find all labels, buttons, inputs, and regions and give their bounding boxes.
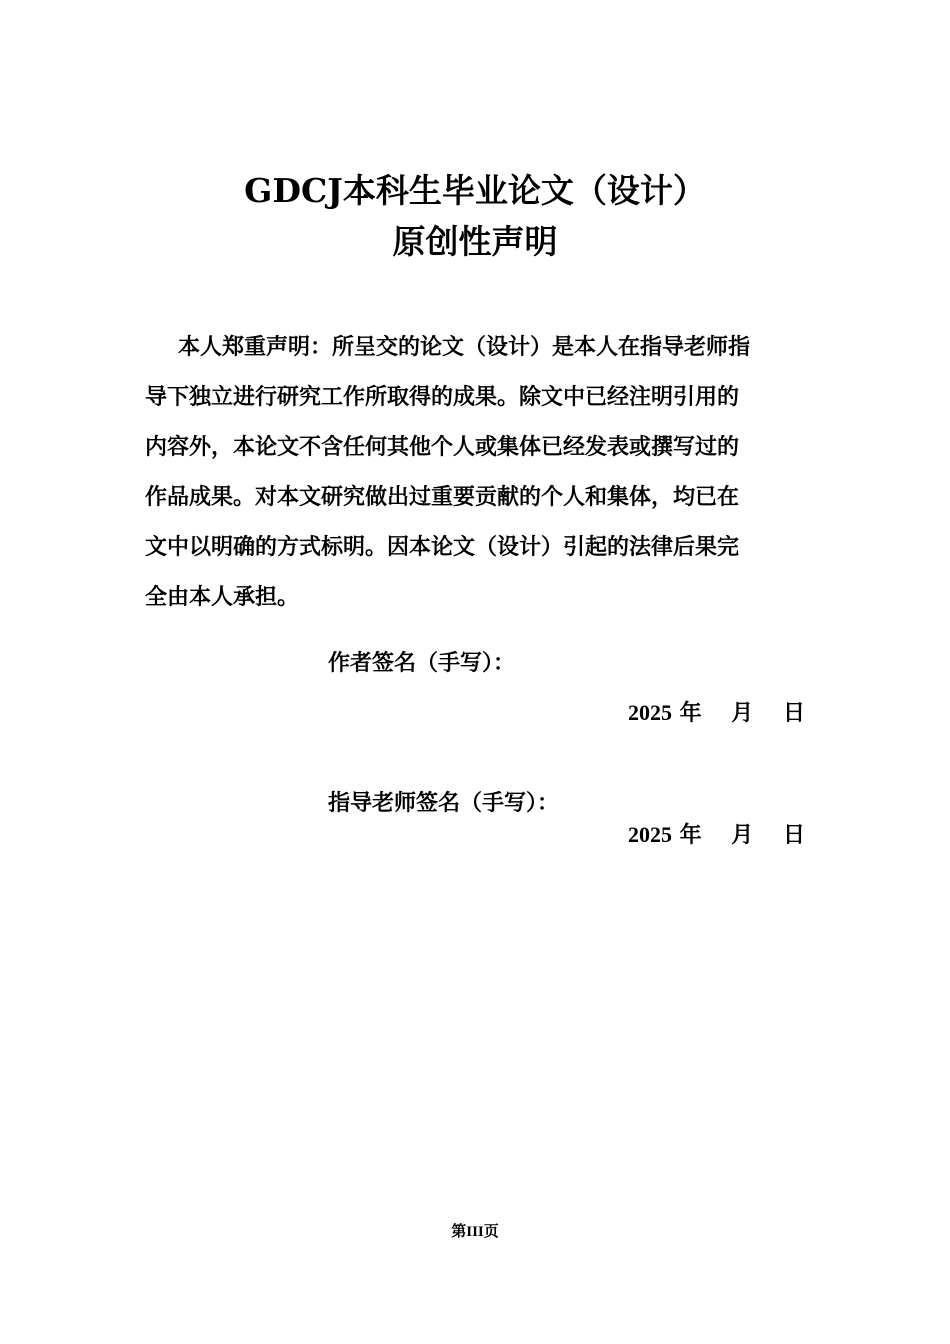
declaration-paragraph <box>145 322 805 622</box>
page-subtitle: 原创性声明 <box>392 222 558 261</box>
author-signature-date <box>628 698 805 728</box>
declaration-line: 全由本人承担。 <box>145 584 300 610</box>
declaration-line: 作品成果。对本文研究做出过重要贡献的个人和集体，均已在 <box>145 484 740 510</box>
advisor-date-year: 2025 <box>627 822 672 847</box>
page-title: GDCJ本科生毕业论文（设计） <box>244 171 706 210</box>
advisor-signature-label: 指导老师签名（手写）： <box>328 790 560 816</box>
author-date-year: 2025 <box>627 700 672 725</box>
author-date-month-unit: 月 <box>731 700 754 726</box>
author-date-year-unit: 年 <box>679 700 702 726</box>
advisor-date-day-unit: 日 <box>782 822 805 848</box>
declaration-line: 文中以明确的方式标明。因本论文（设计）引起的法律后果完 <box>145 534 740 560</box>
declaration-line: 内容外，本论文不含任何其他个人或集体已经发表或撰写过的 <box>145 434 740 460</box>
author-signature-label: 作者签名（手写）： <box>328 650 516 676</box>
author-date-day-unit: 日 <box>782 700 805 726</box>
advisor-date-month-unit: 月 <box>731 822 754 848</box>
page-number: 第III页 <box>451 1224 499 1240</box>
declaration-line: 导下独立进行研究工作所取得的成果。除文中已经注明引用的 <box>145 384 740 410</box>
advisor-signature-date <box>628 820 805 850</box>
declaration-line: 本人郑重声明：所呈交的论文（设计）是本人在指导老师指 <box>178 334 751 360</box>
advisor-date-year-unit: 年 <box>679 822 702 848</box>
